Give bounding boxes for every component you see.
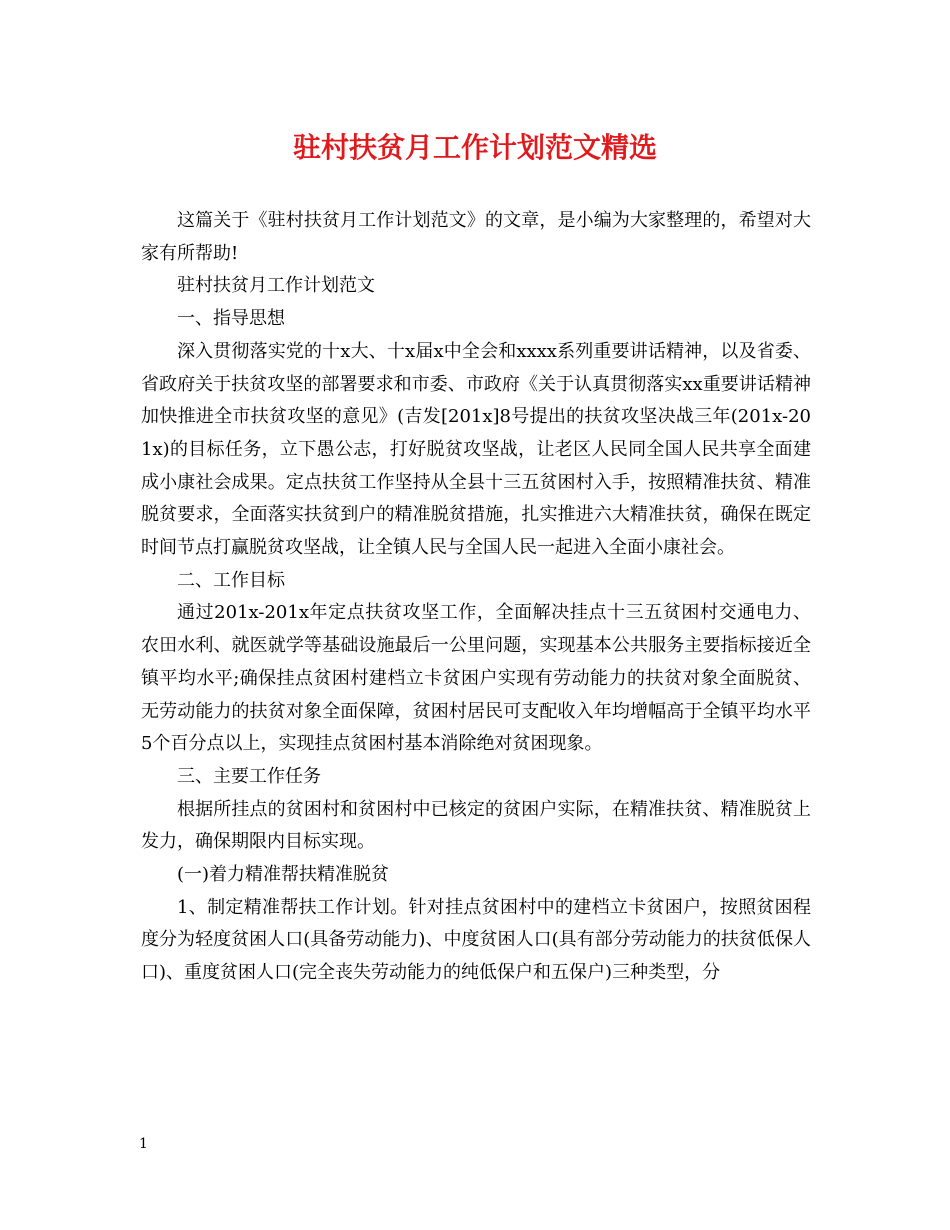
body-paragraph: 根据所挂点的贫困村和贫困村中已核定的贫困户实际，在精准扶贫、精准脱贫上发力，确保期限内目标实现。	[141, 798, 811, 853]
subtitle-paragraph: 驻村扶贫月工作计划范文	[177, 275, 375, 297]
section-heading-main-tasks: 三、主要工作任务	[177, 765, 321, 787]
subsection-heading: (一)着力精准帮扶精准脱贫	[177, 864, 390, 886]
page-number: 1	[139, 1136, 148, 1152]
document-body	[141, 205, 811, 990]
body-paragraph: 深入贯彻落实党的十x大、十x届x中全会和xxxx系列重要讲话精神，以及省委、省政府关于扶贫攻坚的部署要求和市委、市政府《关于认真贯彻落实xx重要讲话精神加快推进全市扶贫攻坚的意见》(吉发[201x]8号提出的扶贫攻坚决战三年(201x-201x)的目标任务，立下愚公志，打好脱贫攻坚战，让老区人民同全国人民共享全面建成小康社会成果。定点扶贫工作坚持从全县十三五贫困村入手，按照精准扶贫、精准脱贫要求，全面落实扶贫到户的精准脱贫措施，扎实推进六大精准扶贫，确保在既定时间节点打赢脱贫攻坚战，让全镇人民与全国人民一起进入全面小康社会。	[141, 340, 811, 559]
body-paragraph: 通过201x-201x年定点扶贫攻坚工作，全面解决挂点十三五贫困村交通电力、农田水利、就医就学等基础设施最后一公里问题，实现基本公共服务主要指标接近全镇平均水平;确保挂点贫困村建档立卡贫困户实现有劳动能力的扶贫对象全面脱贫、无劳动能力的扶贫对象全面保障，贫困村居民可支配收入年均增幅高于全镇平均水平5个百分点以上，实现挂点贫困村基本消除绝对贫困现象。	[141, 602, 811, 755]
section-heading-guiding-ideology: 一、指导思想	[177, 308, 285, 330]
intro-paragraph: 这篇关于《驻村扶贫月工作计划范文》的文章，是小编为大家整理的，希望对大家有所帮助!	[141, 210, 811, 264]
document-title: 驻村扶贫月工作计划范文精选	[292, 131, 657, 164]
body-paragraph: 1、制定精准帮扶工作计划。针对挂点贫困村中的建档立卡贫困户，按照贫困程度分为轻度贫困人口(具备劳动能力)、中度贫困人口(具有部分劳动能力的扶贫低保人口)、重度贫困人口(完全丧失劳动能力的纯低保户和五保户)三种类型，分	[141, 896, 811, 984]
section-heading-work-goals: 二、工作目标	[177, 569, 285, 591]
